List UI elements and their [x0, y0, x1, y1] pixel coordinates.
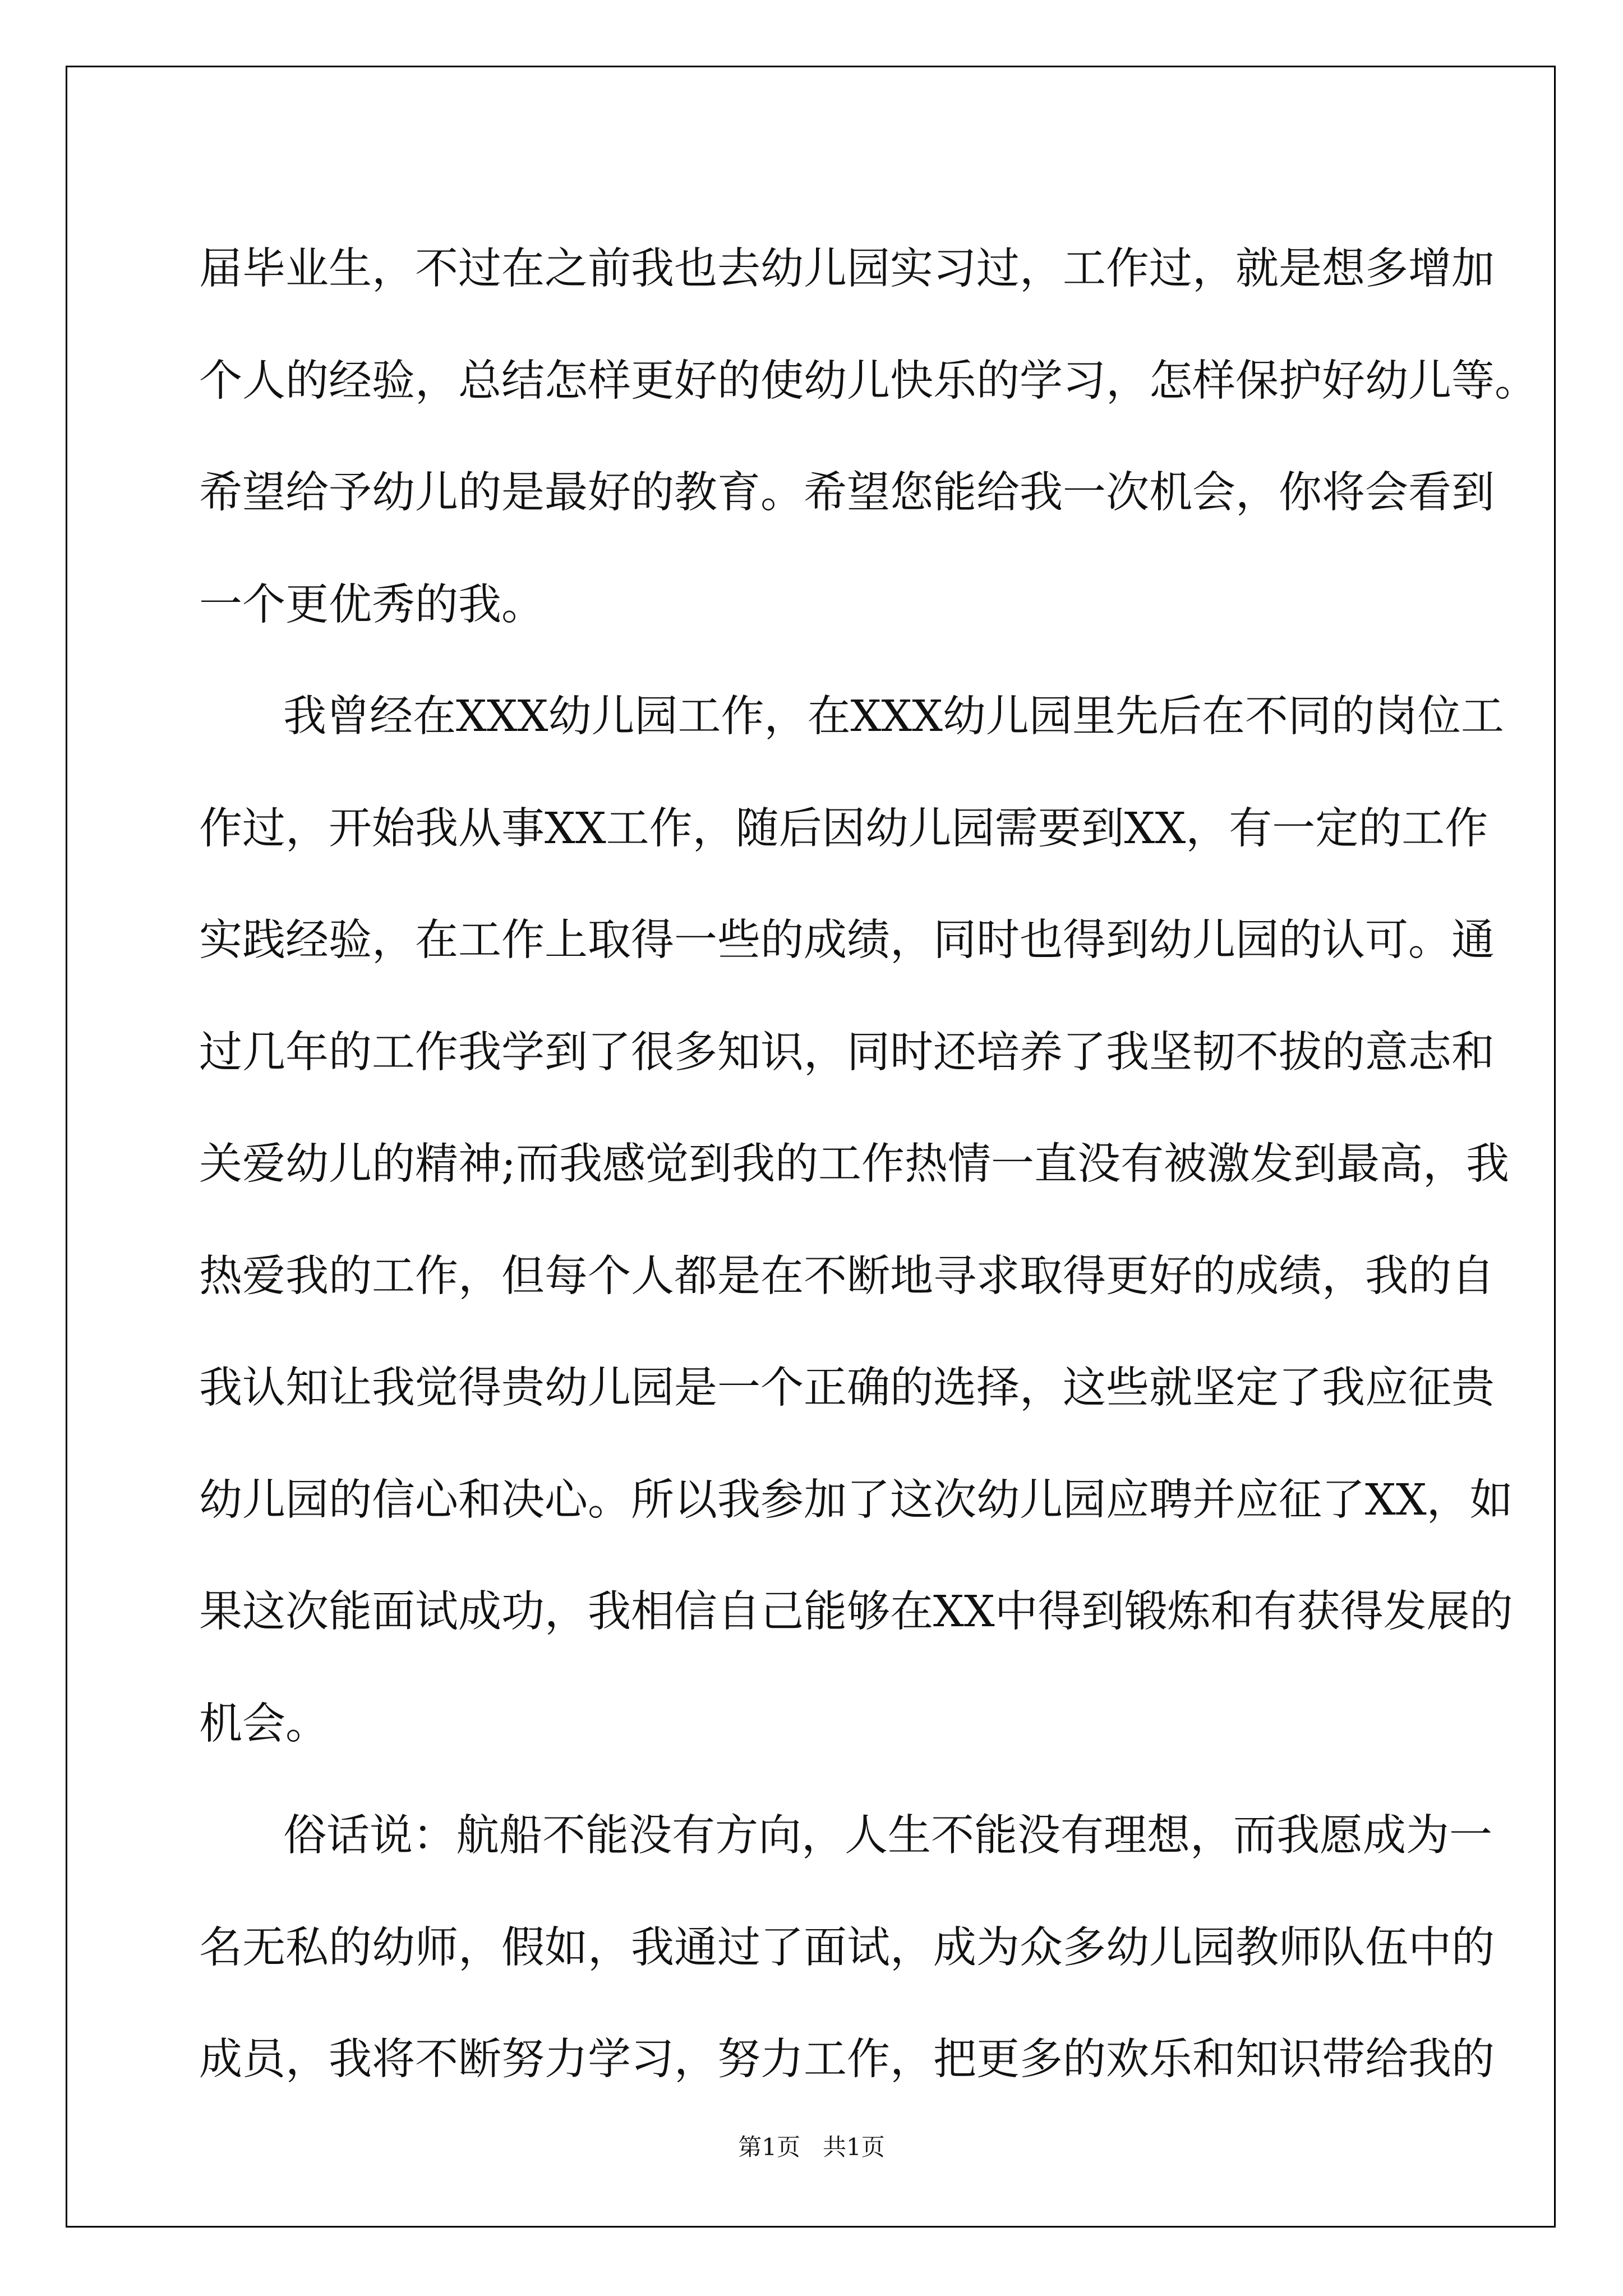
text-line: 成员，我将不断努力学习，努力工作，把更多的欢乐和知识带给我的: [199, 2035, 1495, 2085]
document-body: [199, 213, 1538, 2116]
text-line: 一个更优秀的我。: [199, 579, 545, 630]
text-line: 过几年的工作我学到了很多知识，同时还培养了我坚韧不拔的意志和: [199, 1027, 1495, 1078]
text-line: 机会。: [199, 1699, 329, 1749]
text-line: 希望给予幼儿的是最好的教育。希望您能给我一次机会，你将会看到: [199, 468, 1495, 518]
page-number-current: 第1页: [738, 2133, 800, 2161]
text-line: 热爱我的工作，但每个人都是在不断地寻求取得更好的成绩，我的自: [199, 1251, 1495, 1301]
text-line: 届毕业生，不过在之前我也去幼儿园实习过，工作过，就是想多增加: [199, 244, 1495, 294]
text-line: 幼儿园的信心和决心。所以我参加了这次幼儿园应聘并应征了XX，如: [199, 1475, 1513, 1525]
text-line: 实践经验，在工作上取得一些的成绩，同时也得到幼儿园的认可。通: [199, 915, 1495, 965]
paragraph-start-line: 我曾经在XXX幼儿园工作，在XXX幼儿园里先后在不同的岗位工: [283, 692, 1504, 742]
text-line: 个人的经验，总结怎样更好的使幼儿快乐的学习，怎样保护好幼儿等。: [199, 356, 1538, 406]
text-line: 名无私的幼师，假如，我通过了面试，成为众多幼儿园教师队伍中的: [199, 1922, 1495, 1973]
text-line: 果这次能面试成功，我相信自己能够在XX中得到锻炼和有获得发展的: [199, 1587, 1513, 1637]
paragraph-start-line: 俗话说：航船不能没有方向，人生不能没有理想，而我愿成为一: [283, 1811, 1492, 1861]
text-line: 我认知让我觉得贵幼儿园是一个正确的选择，这些就坚定了我应征贵: [199, 1363, 1495, 1413]
text-line: 作过，开始我从事XX工作，随后因幼儿园需要到XX，有一定的工作: [199, 803, 1488, 854]
page-number-total: 共1页: [823, 2133, 885, 2161]
page-footer: [0, 2129, 1623, 2162]
text-line: 关爱幼儿的精神;而我感觉到我的工作热情一直没有被激发到最高，我: [199, 1139, 1509, 1189]
